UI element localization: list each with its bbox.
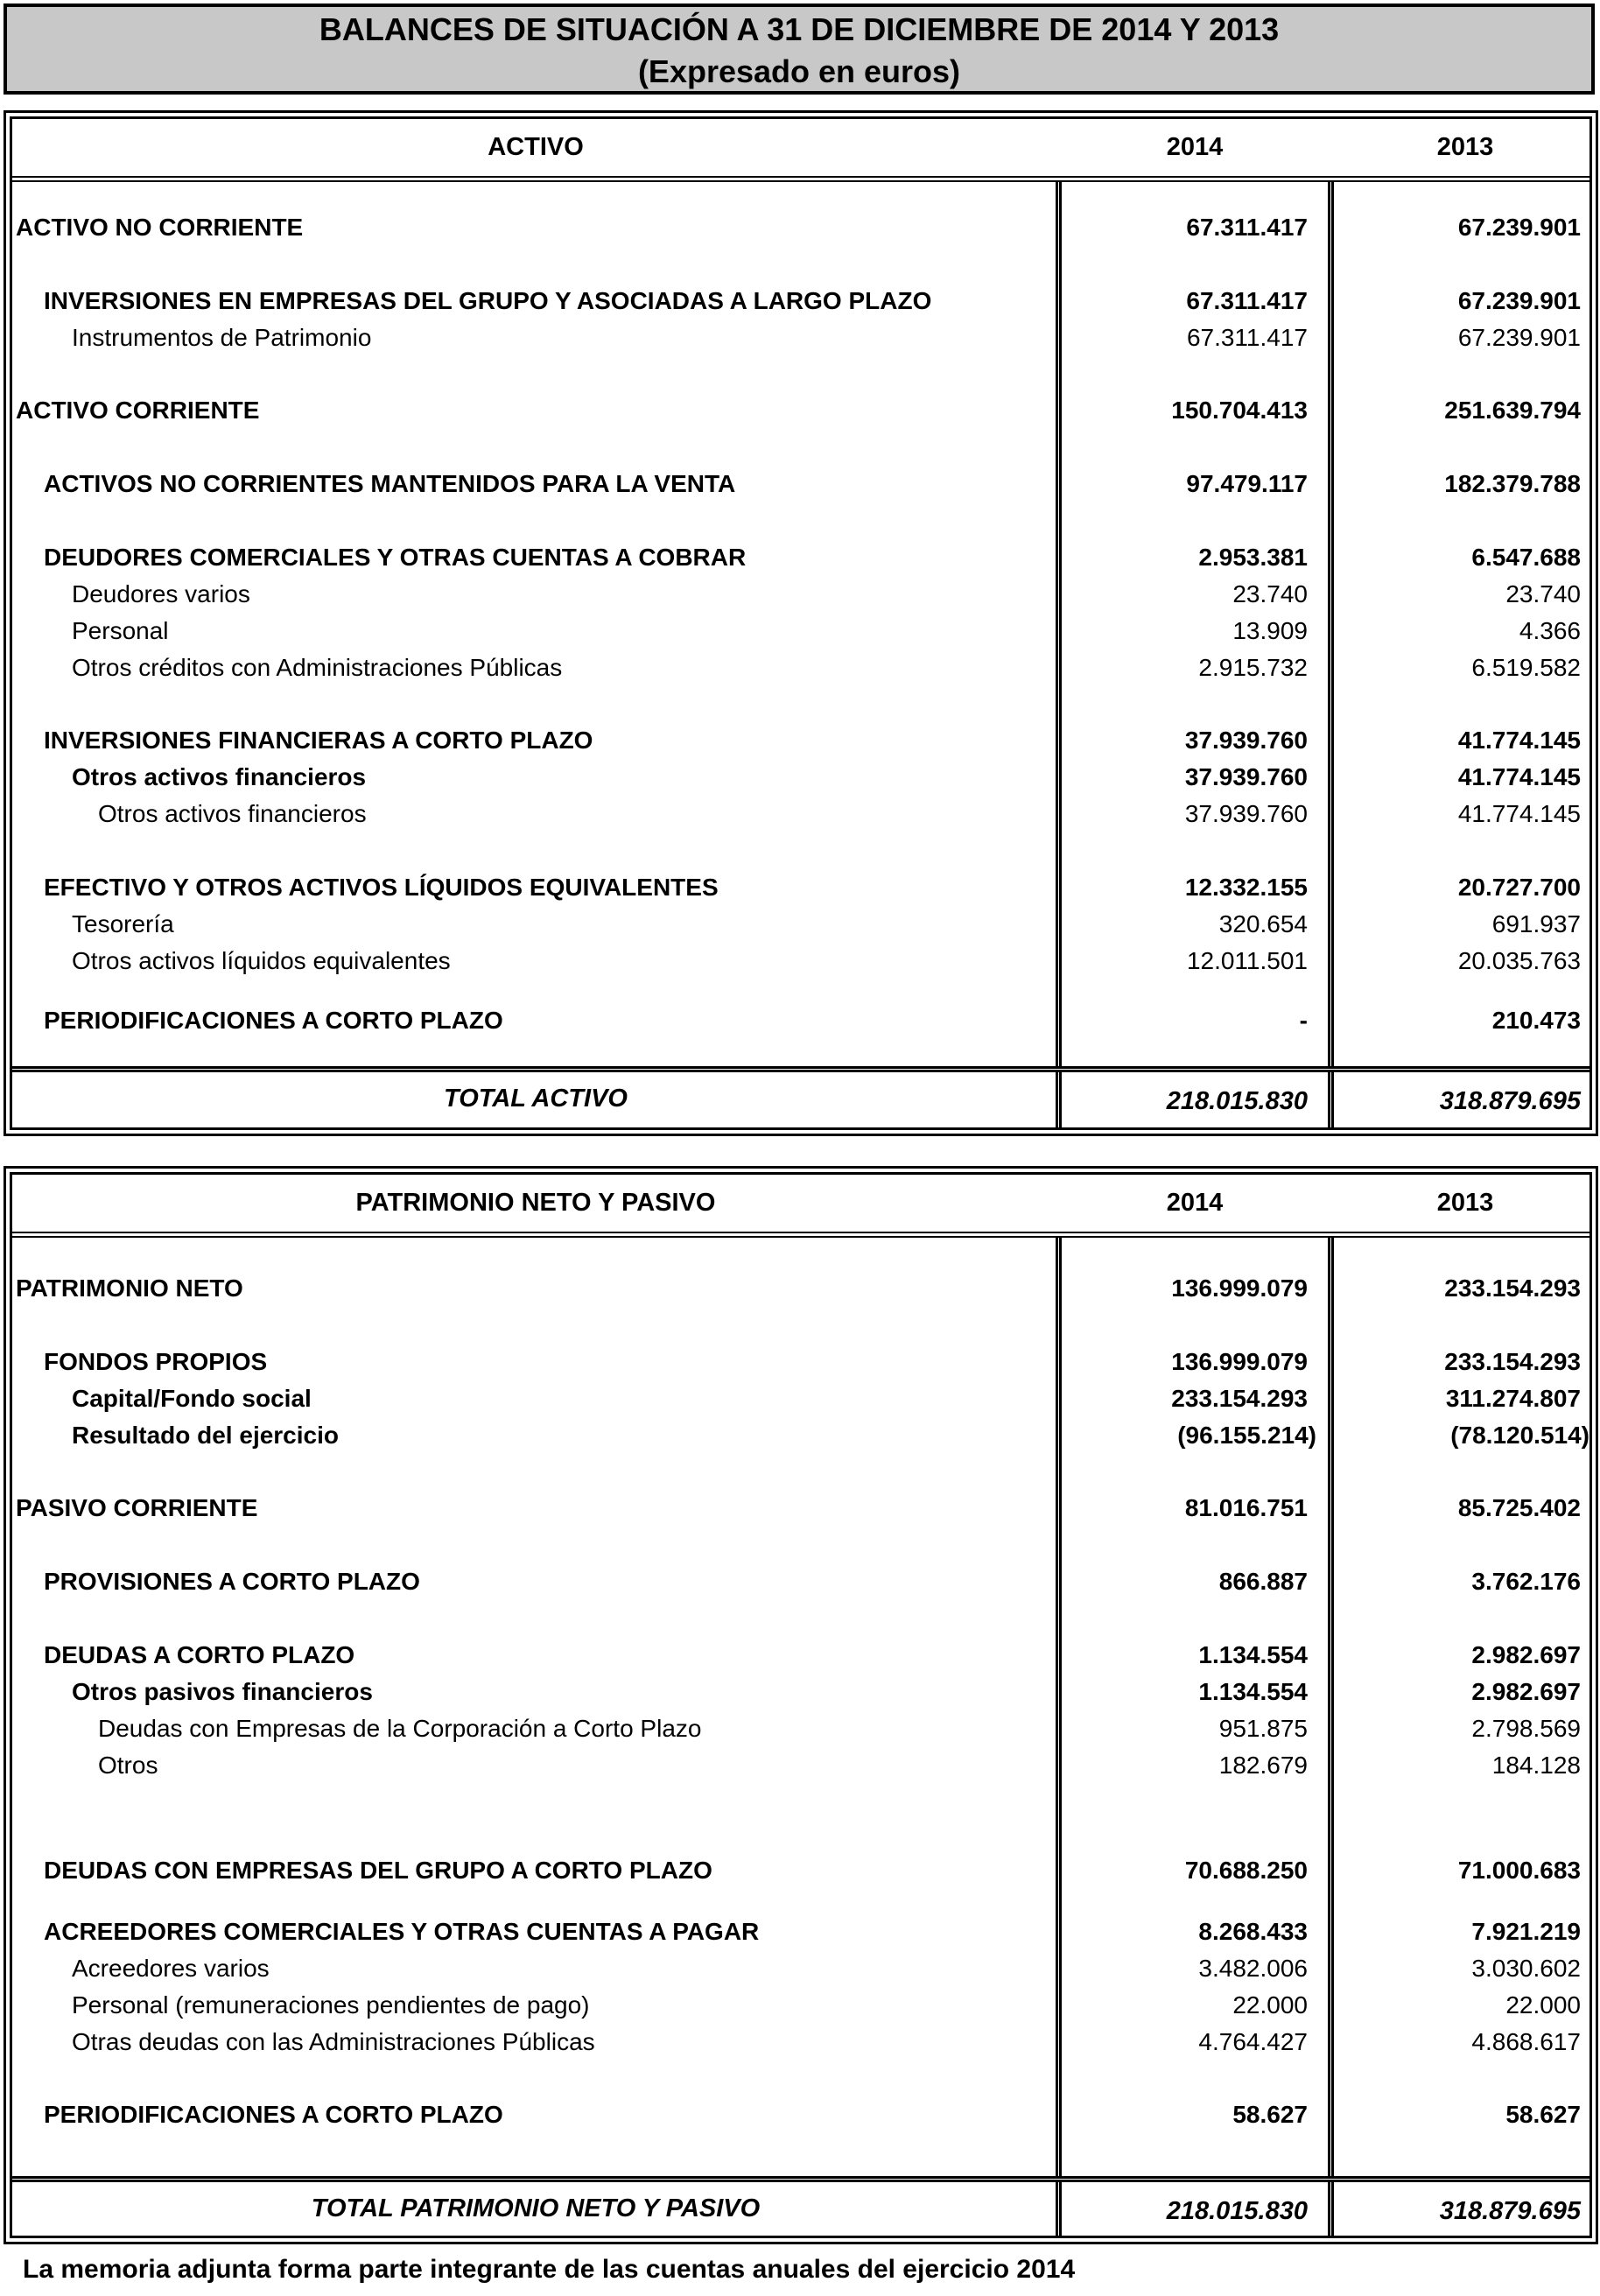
- pasivo-header-2013: 2013: [1436, 1189, 1494, 1217]
- document-title-box: [4, 4, 1595, 95]
- table-row: PATRIMONIO NETO 136.999.079 233.154.293: [16, 1274, 1581, 1302]
- total-pasivo-2013: 318.879.695: [1439, 2197, 1581, 2225]
- table-row: Otros 182.679 184.128: [98, 1752, 1581, 1779]
- table-row: Instrumentos de Patrimonio 67.311.417 67.239.901: [72, 324, 1581, 351]
- document-subtitle: (Expresado en euros): [637, 53, 961, 89]
- footnote: La memoria adjunta forma parte integrante de las cuentas anuales del ejercicio 2014: [23, 2255, 1076, 2284]
- table-row: DEUDAS A CORTO PLAZO 1.134.554 2.982.697: [44, 1641, 1581, 1668]
- activo-header-2013: 2013: [1436, 133, 1494, 161]
- table-row: EFECTIVO Y OTROS ACTIVOS LÍQUIDOS EQUIVALENTES 12.332.155 20.727.700: [44, 874, 1581, 901]
- table-row: DEUDORES COMERCIALES Y OTRAS CUENTAS A COBRAR 2.953.381 6.547.688: [44, 544, 1581, 571]
- table-row: Otras deudas con las Administraciones Públicas 4.764.427 4.868.617: [72, 2028, 1581, 2055]
- table-row: Otros pasivos financieros 1.134.554 2.982.697: [72, 1678, 1581, 1705]
- table-row: Personal 13.909 4.366: [72, 617, 1581, 644]
- activo-header-label: ACTIVO: [488, 133, 584, 161]
- pasivo-header-label: PATRIMONIO NETO Y PASIVO: [355, 1189, 716, 1217]
- table-row: PROVISIONES A CORTO PLAZO 866.887 3.762.176: [44, 1568, 1581, 1595]
- total-pasivo-2014: 218.015.830: [1166, 2197, 1308, 2225]
- table-row: DEUDAS CON EMPRESAS DEL GRUPO A CORTO PLAZO 70.688.250 71.000.683: [44, 1857, 1581, 1884]
- table-row: Deudores varios 23.740 23.740: [72, 580, 1581, 607]
- table-row: Tesorería 320.654 691.937: [72, 910, 1581, 937]
- activo-header-row: [12, 119, 1589, 182]
- total-activo-row: [12, 1072, 1589, 1130]
- table-row: PERIODIFICACIONES A CORTO PLAZO - 210.473: [44, 1007, 1581, 1034]
- document-title: BALANCES DE SITUACIÓN A 31 DE DICIEMBRE DE 2014 Y 2013: [319, 11, 1280, 47]
- pasivo-header-2014: 2014: [1166, 1189, 1224, 1217]
- table-row: Deudas con Empresas de la Corporación a Corto Plazo 951.875 2.798.569: [98, 1715, 1581, 1742]
- activo-table: [4, 110, 1598, 1136]
- table-row: Capital/Fondo social 233.154.293 311.274.807: [72, 1385, 1581, 1412]
- total-activo-label: TOTAL ACTIVO: [444, 1085, 628, 1113]
- pasivo-header-row: [12, 1175, 1589, 1238]
- table-row: ACREEDORES COMERCIALES Y OTRAS CUENTAS A PAGAR 8.268.433 7.921.219: [44, 1918, 1581, 1945]
- table-row: Resultado del ejercicio (96.155.214) (78.120.514): [72, 1422, 1589, 1449]
- total-pasivo-row: [12, 2182, 1589, 2240]
- table-row: FONDOS PROPIOS 136.999.079 233.154.293: [44, 1348, 1581, 1375]
- table-row: ACTIVO NO CORRIENTE 67.311.417 67.239.901: [16, 214, 1581, 241]
- table-row: PERIODIFICACIONES A CORTO PLAZO 58.627 58.627: [44, 2101, 1581, 2128]
- table-row: Personal (remuneraciones pendientes de pago) 22.000 22.000: [72, 1991, 1581, 2019]
- total-activo-2014: 218.015.830: [1166, 1087, 1308, 1115]
- table-row: Acreedores varios 3.482.006 3.030.602: [72, 1955, 1581, 1982]
- pasivo-table: [4, 1166, 1598, 2244]
- table-row: Otros activos líquidos equivalentes 12.011.501 20.035.763: [72, 947, 1581, 974]
- table-row: PASIVO CORRIENTE 81.016.751 85.725.402: [16, 1494, 1581, 1521]
- table-row: Otros activos financieros 37.939.760 41.774.145: [72, 763, 1581, 790]
- table-row: INVERSIONES FINANCIERAS A CORTO PLAZO 37.939.760 41.774.145: [44, 727, 1581, 754]
- table-row: ACTIVO CORRIENTE 150.704.413 251.639.794: [16, 397, 1581, 424]
- activo-header-2014: 2014: [1166, 133, 1224, 161]
- table-row: Otros activos financieros 37.939.760 41.774.145: [98, 800, 1581, 827]
- total-activo-2013: 318.879.695: [1439, 1087, 1581, 1115]
- total-pasivo-label: TOTAL PATRIMONIO NETO Y PASIVO: [311, 2194, 761, 2222]
- table-row: ACTIVOS NO CORRIENTES MANTENIDOS PARA LA VENTA 97.479.117 182.379.788: [44, 470, 1581, 497]
- table-row: INVERSIONES EN EMPRESAS DEL GRUPO Y ASOCIADAS A LARGO PLAZO 67.311.417 67.239.901: [44, 287, 1581, 314]
- table-row: Otros créditos con Administraciones Públicas 2.915.732 6.519.582: [72, 654, 1581, 681]
